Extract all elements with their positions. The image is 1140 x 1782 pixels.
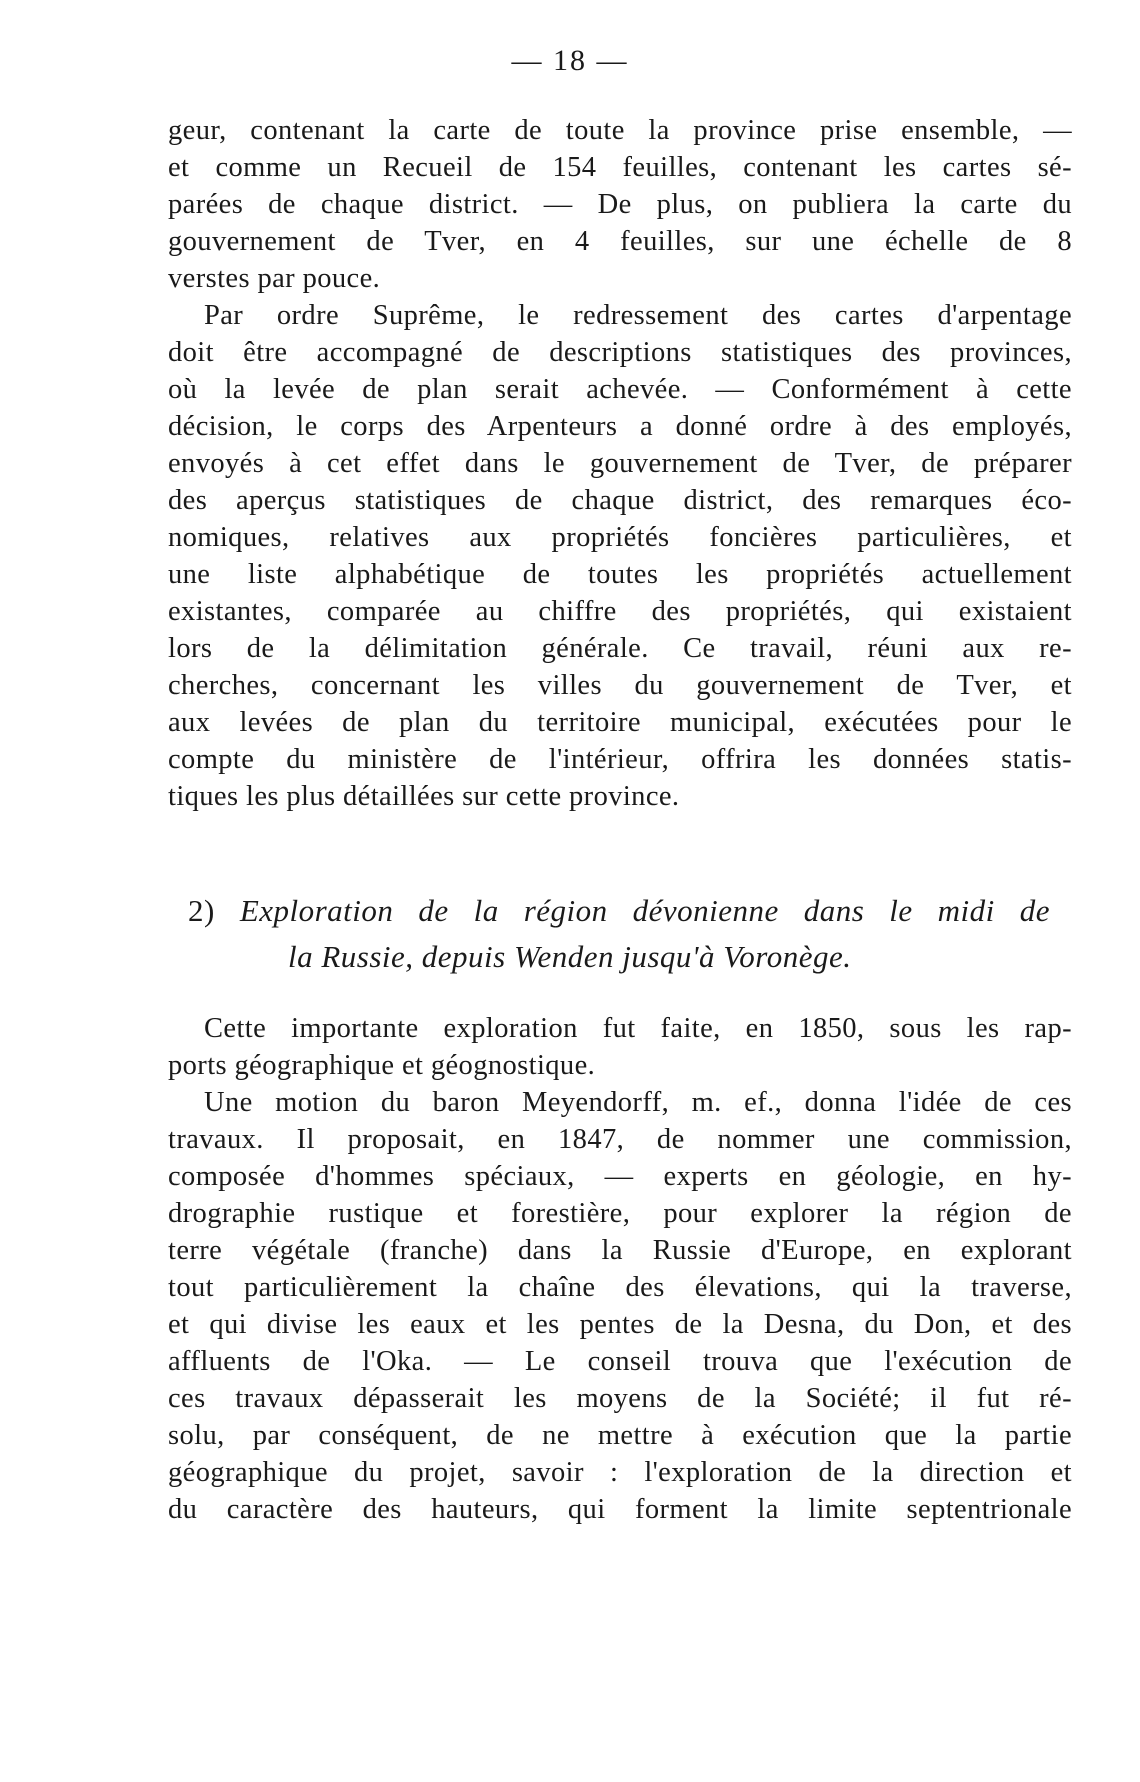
text-line: drographie rustique et forestière, pour explorer la région de — [168, 1198, 1072, 1229]
text-line: Cette importante exploration fut faite, en 1850, sous les rap- — [204, 1013, 1072, 1044]
text-line: une liste alphabétique de toutes les propriétés actuellement — [168, 559, 1072, 590]
text-block-section-2 — [168, 1010, 1072, 1528]
text-line: et qui divise les eaux et les pentes de la Desna, du Don, et des — [168, 1309, 1072, 1340]
text-line: composée d'hommes spéciaux, — experts en géologie, en hy- — [168, 1161, 1072, 1192]
text-line: gouvernement de Tver, en 4 feuilles, sur une échelle de 8 — [168, 226, 1072, 257]
text-line: existantes, comparée au chiffre des propriétés, qui existaient — [168, 596, 1072, 627]
text-line: où la levée de plan serait achevée. — Conformément à cette — [168, 374, 1072, 405]
section-heading-line-1 — [168, 888, 1072, 934]
text-line: géographique du projet, savoir : l'exploration de la direction et — [168, 1457, 1072, 1488]
text-line: et comme un Recueil de 154 feuilles, contenant les cartes sé- — [168, 152, 1072, 183]
text-line: parées de chaque district. — De plus, on publiera la carte du — [168, 189, 1072, 220]
section-heading-text-1: Exploration de la région dévonienne dans le midi de — [239, 893, 1050, 928]
section-heading — [168, 888, 1072, 980]
text-line: Une motion du baron Meyendorff, m. ef., donna l'idée de ces — [204, 1087, 1072, 1118]
text-line: terre végétale (franche) dans la Russie d'Europe, en explorant — [168, 1235, 1072, 1266]
text-line: du caractère des hauteurs, qui forment la limite septentrionale — [168, 1494, 1072, 1525]
section-heading-line-2: la Russie, depuis Wenden jusqu'à Voronège. — [288, 939, 852, 974]
text-line: ports géographique et géognostique. — [168, 1050, 596, 1081]
page-number: — 18 — — [511, 44, 629, 77]
text-line: envoyés à cet effet dans le gouvernement de Tver, de préparer — [168, 448, 1072, 479]
text-line: cherches, concernant les villes du gouvernement de Tver, et — [168, 670, 1072, 701]
text-line: des aperçus statistiques de chaque district, des remarques éco- — [168, 485, 1072, 516]
text-line: lors de la délimitation générale. Ce travail, réuni aux re- — [168, 633, 1072, 664]
text-line: nomiques, relatives aux propriétés foncières particulières, et — [168, 522, 1072, 553]
text-line: tout particulièrement la chaîne des élevations, qui la traverse, — [168, 1272, 1072, 1303]
text-line: affluents de l'Oka. — Le conseil trouva que l'exécution de — [168, 1346, 1072, 1377]
text-block-continuation — [168, 112, 1072, 815]
text-line: geur, contenant la carte de toute la province prise ensemble, — — [168, 115, 1072, 146]
text-line: solu, par conséquent, de ne mettre à exécution que la partie — [168, 1420, 1072, 1451]
text-line: tiques les plus détaillées sur cette province. — [168, 781, 680, 812]
text-line: Par ordre Suprême, le redressement des cartes d'arpentage — [204, 300, 1072, 331]
text-line: ces travaux dépasserait les moyens de la Société; il fut ré- — [168, 1383, 1072, 1414]
section-number: 2) — [188, 893, 215, 928]
text-line: travaux. Il proposait, en 1847, de nommer une commission, — [168, 1124, 1072, 1155]
text-line: compte du ministère de l'intérieur, offrira les données statis- — [168, 744, 1072, 775]
text-line: aux levées de plan du territoire municipal, exécutées pour le — [168, 707, 1072, 738]
text-line: décision, le corps des Arpenteurs a donné ordre à des employés, — [168, 411, 1072, 442]
text-line: verstes par pouce. — [168, 263, 381, 294]
text-line: doit être accompagné de descriptions statistiques des provinces, — [168, 337, 1072, 368]
